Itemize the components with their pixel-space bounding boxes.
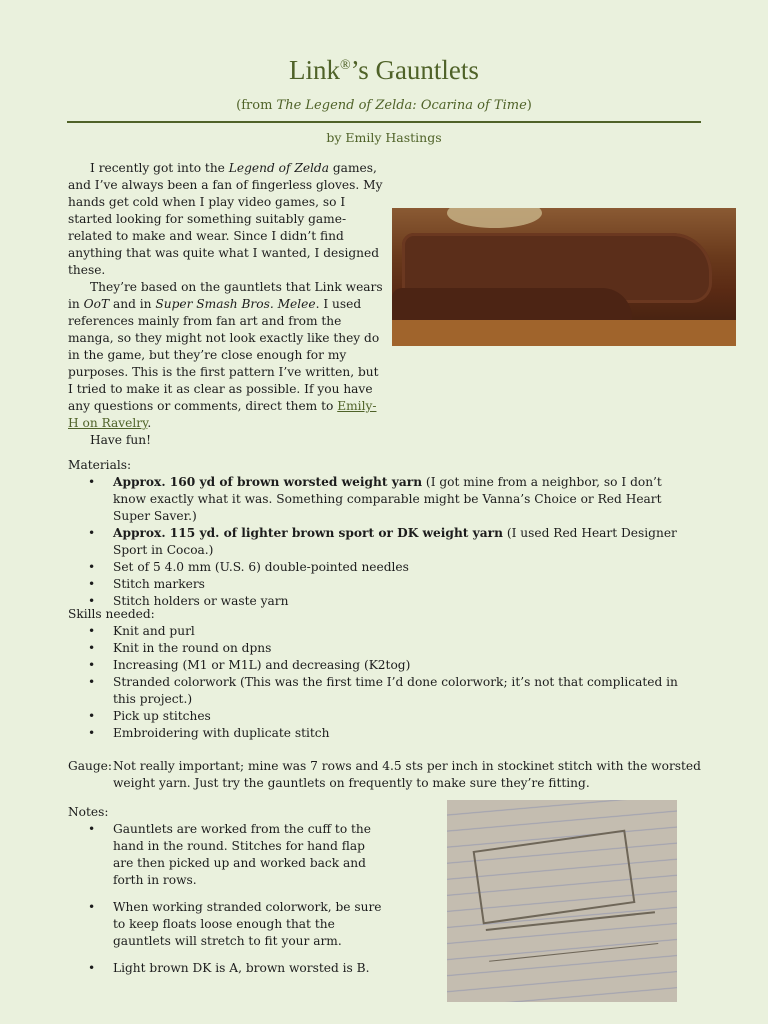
skill-text: Stranded colorwork (This was the first time I’d done colorwork; it’s not that complicated in this project.) bbox=[113, 675, 678, 706]
bullet-icon: • bbox=[88, 475, 96, 489]
list-item bbox=[68, 525, 688, 559]
gauge-label: Gauge: bbox=[68, 759, 112, 773]
bullet-icon: • bbox=[88, 675, 96, 689]
skill-text: Knit in the round on dpns bbox=[113, 641, 272, 655]
gauntlets-photo bbox=[392, 208, 736, 346]
subtitle-game: The Legend of Zelda: Ocarina of Time bbox=[276, 98, 527, 113]
materials-heading: Materials: bbox=[68, 458, 132, 472]
note-text: Gauntlets are worked from the cuff to the hand in the round. Stitches for hand flap are then picked up and worked back and forth in rows. bbox=[113, 822, 371, 887]
notes-section bbox=[68, 804, 383, 987]
byline: by Emily Hastings bbox=[326, 130, 442, 145]
title-registered-mark: ® bbox=[340, 58, 351, 73]
title-rest: ’s Gauntlets bbox=[350, 55, 479, 85]
bullet-icon: • bbox=[88, 624, 96, 638]
materials-list bbox=[68, 474, 688, 610]
intro-emphasis: Legend of Zelda bbox=[228, 161, 329, 175]
material-bold: Approx. 115 yd. of lighter brown sport or DK weight yarn bbox=[113, 526, 503, 540]
skills-heading: Skills needed: bbox=[68, 607, 155, 621]
intro-text-span: . bbox=[147, 416, 152, 430]
title-main: Link bbox=[289, 55, 341, 85]
title-divider bbox=[67, 121, 701, 123]
bullet-icon: • bbox=[88, 726, 96, 740]
skill-text: Pick up stitches bbox=[113, 709, 211, 723]
material-detail: (I used Red Heart Designer Sport in Cocoa.) bbox=[113, 526, 677, 557]
skills-section bbox=[68, 606, 698, 742]
subtitle-open: (from bbox=[236, 98, 277, 113]
skill-text: Embroidering with duplicate stitch bbox=[113, 726, 330, 740]
note-text: Light brown DK is A, brown worsted is B. bbox=[113, 961, 370, 975]
intro-text-span: and in bbox=[109, 297, 156, 311]
notes-list bbox=[68, 821, 383, 977]
bullet-icon: • bbox=[88, 577, 96, 591]
intro-text-span: games, and I’ve always been a fan of fingerless gloves. My hands get cold when I play video games, so I started looking for something suitably game-related to make and wear. Since I didn’t find anything that was quite what I wanted, I designed these. bbox=[68, 161, 383, 277]
bullet-icon: • bbox=[88, 641, 96, 655]
ravelry-link[interactable]: Emily-H on Ravelry bbox=[68, 399, 377, 430]
subtitle bbox=[0, 98, 768, 113]
sketch-photo bbox=[447, 800, 677, 1002]
bullet-icon: • bbox=[88, 822, 96, 836]
material-detail: Stitch markers bbox=[113, 577, 205, 591]
material-bold: Approx. 160 yd of brown worsted weight yarn bbox=[113, 475, 423, 489]
list-item bbox=[68, 960, 383, 977]
photo-jar bbox=[447, 208, 542, 228]
gauge-text: Not really important; mine was 7 rows and 4.5 sts per inch in stockinet stitch with the worsted weight yarn. Just try the gauntlets on frequently to make sure they’re fitting. bbox=[113, 759, 701, 790]
list-item bbox=[68, 708, 698, 725]
material-detail: Set of 5 4.0 mm (U.S. 6) double-pointed needles bbox=[113, 560, 409, 574]
bullet-icon: • bbox=[88, 961, 96, 975]
list-item bbox=[68, 657, 698, 674]
intro-emphasis: Super Smash Bros. Melee bbox=[155, 297, 316, 311]
list-item bbox=[68, 674, 698, 708]
intro-emphasis: OoT bbox=[83, 297, 110, 311]
gauge-section bbox=[68, 758, 708, 792]
note-text: When working stranded colorwork, be sure to keep floats loose enough that the gauntlets will stretch to fit your arm. bbox=[113, 900, 382, 948]
list-item bbox=[68, 623, 698, 640]
bullet-icon: • bbox=[88, 658, 96, 672]
notes-heading: Notes: bbox=[68, 805, 109, 819]
photo-sketch-outline bbox=[473, 830, 636, 925]
intro-text-span: They’re based on the gauntlets that Link wears in bbox=[68, 280, 383, 311]
page-title bbox=[0, 55, 768, 86]
list-item bbox=[68, 725, 698, 742]
bullet-icon: • bbox=[88, 594, 96, 608]
bullet-icon: • bbox=[88, 900, 96, 914]
material-detail: Stitch holders or waste yarn bbox=[113, 594, 289, 608]
intro-text bbox=[68, 160, 386, 449]
list-item bbox=[68, 640, 698, 657]
skill-text: Increasing (M1 or M1L) and decreasing (K2tog) bbox=[113, 658, 411, 672]
bullet-icon: • bbox=[88, 709, 96, 723]
intro-paragraph-2 bbox=[68, 279, 386, 432]
bullet-icon: • bbox=[88, 526, 96, 540]
material-detail: (I got mine from a neighbor, so I don’t know exactly what it was. Something comparable might be Vanna’s Choice or Red Heart Super Saver.) bbox=[113, 475, 662, 523]
list-item bbox=[68, 559, 688, 576]
skills-list bbox=[68, 623, 698, 742]
photo-table bbox=[392, 320, 736, 346]
subtitle-close: ) bbox=[526, 98, 532, 113]
intro-paragraph-3: Have fun! bbox=[90, 433, 151, 447]
intro-text-span: . I used references mainly from fan art and from the manga, so they might not look exactly like they do in the game, but they’re close enough for my purposes. This is the first pattern I’ve written, but I tried to make it as clear as possible. If you have any questions or comments, direct them to bbox=[68, 297, 380, 413]
intro-paragraph-1 bbox=[68, 160, 386, 279]
list-item bbox=[68, 474, 688, 525]
bullet-icon: • bbox=[88, 560, 96, 574]
materials-section bbox=[68, 457, 688, 610]
skill-text: Knit and purl bbox=[113, 624, 195, 638]
intro-text-span: I recently got into the bbox=[90, 161, 229, 175]
list-item bbox=[68, 821, 383, 889]
list-item bbox=[68, 576, 688, 593]
list-item bbox=[68, 899, 383, 950]
